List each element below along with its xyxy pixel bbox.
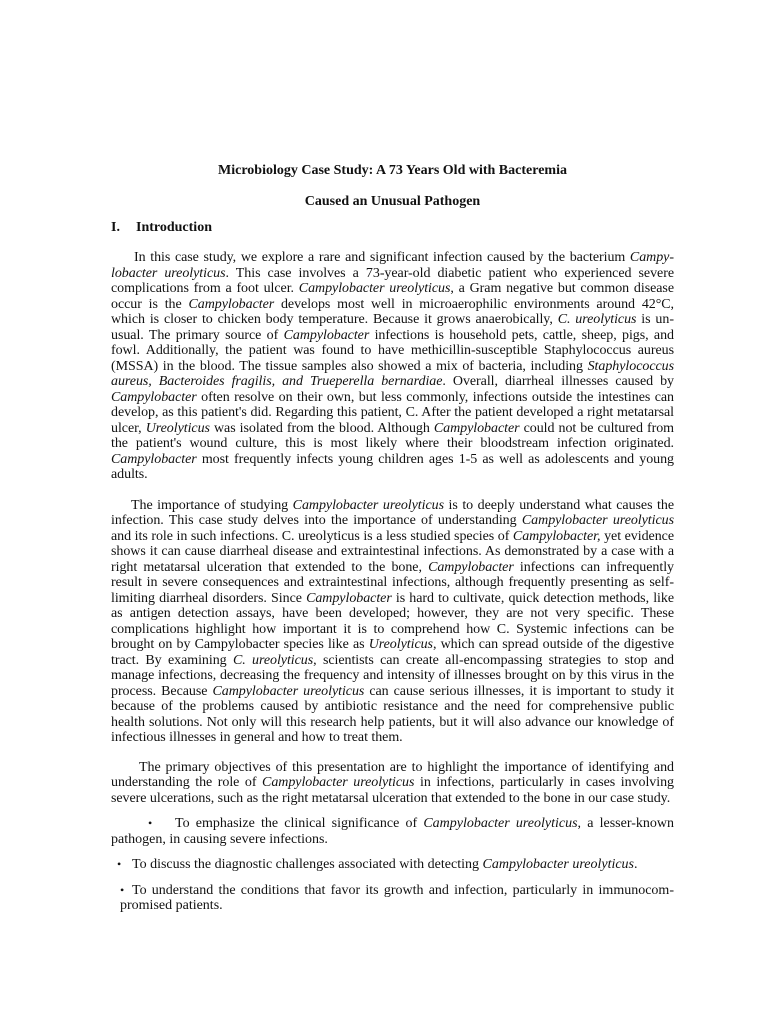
list-item — [111, 857, 674, 873]
text-run: To discuss the diagnostic challenges associated with detecting — [132, 857, 483, 872]
list-item-text — [132, 857, 638, 872]
text-run: , which can spread outside of the digestive tract. By examining — [111, 637, 674, 668]
text-run: infections is household pets, cattle, sheep, pigs, and fowl. Additionally, the patient was found to have methicillin-susceptible Staphylococcus aureus (MSSA) in the blood. The tissue samples also showed a mix of bacteria, including — [111, 327, 674, 374]
italic-term: Campylobacter ureolyticus — [482, 857, 635, 872]
section-title: Introduction — [136, 220, 212, 235]
italic-term: Campylobacter — [111, 389, 197, 405]
text-run: . This case involves a 73-year-old diabetic patient who experienced severe complications from a foot ulcer. — [111, 265, 674, 296]
text-run: often resolve on their own, but less commonly, infections outside the intestines can develop, as this patient's did. Regarding this patient, C. After the patient developed a right metatarsal ulcer, — [111, 389, 674, 436]
paragraph-intro-overview — [111, 250, 674, 483]
text-run: most frequently infects young children ages 1-5 as well as adolescents and young adults. — [111, 451, 674, 482]
text-run: and its role in such infections. C. ureolyticus is a less studied species of — [111, 528, 513, 544]
text-run: , a Gram negative but common disease occur is the — [111, 281, 674, 312]
text-run: is unusual. The primary source of — [111, 312, 674, 343]
italic-term: Campylobacter ureolyticus — [111, 250, 674, 281]
italic-term: C. ureolyticus — [232, 652, 314, 668]
bullet-icon: • — [148, 816, 153, 830]
text-run: To understand the conditions that favor its growth and infection, particularly in immunocompromised patients. — [120, 882, 674, 913]
text-run: In this case study, we explore a rare and significant infection caused by the bacterium — [134, 250, 630, 265]
text-run: in infections, particularly in cases involving severe ulcerations, such as the right metatarsal ulceration that extended to the bone in our case study. — [111, 775, 674, 806]
text-run: was isolated from the blood. Although — [209, 420, 434, 436]
italic-term: Campylobacter — [283, 327, 370, 343]
document-title-line-1: Microbiology Case Study: A 73 Years Old with Bacteremia — [218, 163, 567, 178]
text-run: yet evidence shows it can cause diarrheal disease and extraintestinal infections. As demonstrated by a case with a right metatarsal ulceration that extended to the bone, — [111, 528, 674, 575]
text-run: To emphasize the clinical significance of — [175, 816, 424, 831]
bullet-icon: • — [117, 857, 122, 871]
objectives-list — [111, 816, 674, 914]
section-number: I. — [111, 220, 120, 235]
italic-term: Staphylococcus aureus, Bacteroides fragilis, and Trueperella bernardiae — [111, 358, 674, 389]
italic-term: C. ureolyticus — [557, 312, 637, 327]
text-run: . — [634, 857, 638, 872]
text-run: is to deeply understand what causes the infection. This case study delves into the importance of understanding — [111, 497, 674, 528]
italic-term: Campylobacter ureolyticus — [292, 497, 445, 513]
text-run: The primary objectives of this presentation are to highlight the importance of identifying and understanding the role of — [111, 759, 674, 790]
italic-term: Campylobacter — [433, 420, 520, 436]
text-run: could not be cultured from the patient's wound culture, this is most likely where their bloodstream infection originated. — [111, 420, 674, 451]
italic-term: Campylobacter, — [512, 528, 601, 544]
document-title-line-2: Caused an Unusual Pathogen — [304, 194, 481, 209]
italic-term: Campylobacter — [111, 451, 197, 467]
text-run: The importance of studying — [131, 497, 293, 513]
text-run: infections can infrequently result in severe consequences and extraintestinal infections, although frequently presenting as self-limiting diarrheal disorders. Since — [111, 559, 675, 606]
italic-term: Campylobacter ureolyticus — [262, 775, 415, 790]
list-item-text — [111, 816, 674, 847]
bullet-icon: • — [120, 882, 125, 897]
italic-term: Campylobacter ureolyticus — [521, 513, 674, 528]
text-run: is hard to cultivate, quick detection methods, like as antigen detection assays, have been developed; however, they are not very specific. These complications highlight how important it is to comprehend how C. Systemic infections can be brought on by Campylobacter species like as — [111, 590, 674, 652]
paragraph-objectives — [111, 760, 674, 807]
document-page — [111, 162, 674, 914]
italic-term: Campylobacter — [306, 590, 392, 606]
list-item — [111, 883, 674, 914]
section-heading-introduction — [111, 219, 674, 236]
italic-term: Campylobacter — [188, 296, 275, 312]
italic-term: Campylobacter — [428, 559, 514, 575]
italic-term: Campylobacter ureolyticus — [212, 683, 365, 699]
text-run: , a lesser-known pathogen, in causing severe infections. — [111, 816, 674, 847]
italic-term: Campylobacter ureolyticus — [298, 281, 451, 296]
italic-term: Ureolyticus — [368, 637, 433, 652]
text-run: , scientists can create all-encompassing strategies to stop and manage infections, decreasing the frequency and intensity of illnesses brought on by this virus in the process. Because — [111, 652, 675, 699]
italic-term: Ureolyticus — [145, 420, 210, 436]
text-run: can cause serious illnesses, it is important to study it because of the problems caused by antibiotic resistance and the need for comprehensive public health solutions. Not only will this research help patients, but it will also advance our knowledge of infectious illnesses in general and how to treat them. — [111, 683, 674, 745]
list-item-text — [120, 883, 674, 914]
list-item — [111, 816, 674, 847]
text-run: develops most well in microaerophilic environments around 42°C, which is closer to chicken body temperature. Because it grows anaerobically, — [111, 296, 674, 327]
text-run: . Overall, diarrheal illnesses caused by — [442, 374, 674, 389]
paragraph-importance — [111, 498, 674, 746]
italic-term: Campylobacter ureolyticus — [423, 816, 578, 831]
